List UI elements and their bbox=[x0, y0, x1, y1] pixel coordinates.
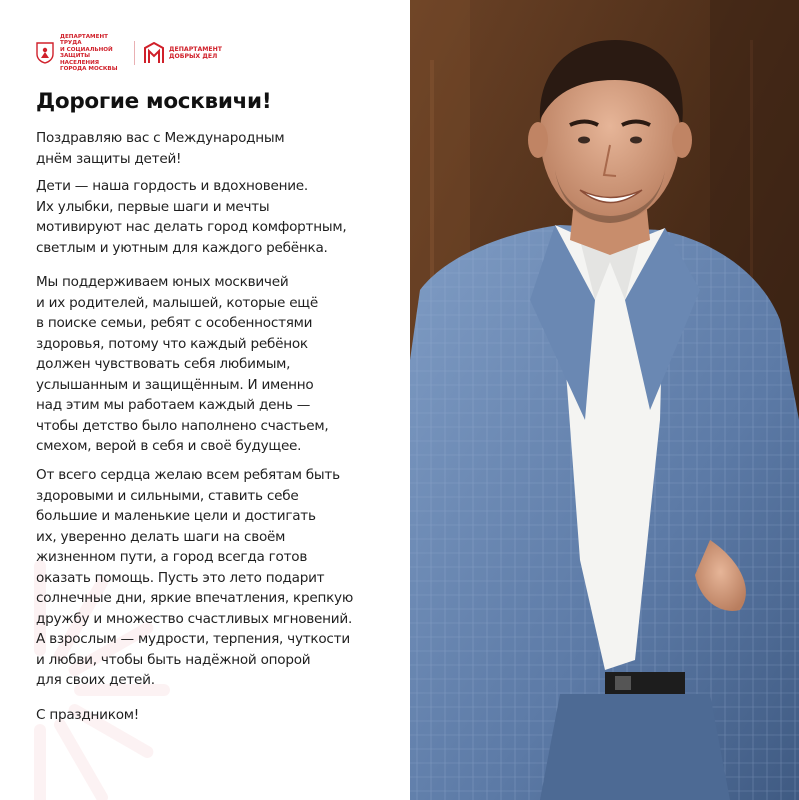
portrait-illustration bbox=[410, 0, 799, 800]
dept-labor-name: ДЕПАРТАМЕНТ ТРУДА И СОЦИАЛЬНОЙ ЗАЩИТЫ НАСЕЛЕНИЯ ГОРОДА МОСКВЫ bbox=[60, 34, 118, 73]
dept-good-deeds-logo bbox=[143, 42, 229, 64]
portrait-photo bbox=[410, 0, 799, 800]
moscow-crest-icon bbox=[36, 42, 54, 64]
letter-title: Дорогие москвичи! bbox=[36, 89, 272, 114]
paragraph-children: Дети — наша гордость и вдохновение. Их улыбки, первые шаги и мечты мотивируют нас делать город комфортным, светлым и уютным для каждого ребёнка. bbox=[36, 178, 347, 256]
paragraph-holiday: С праздником! bbox=[36, 707, 139, 723]
dept-good-deeds-name: ДЕПАРТАМЕНТ ДОБРЫХ ДЕЛ bbox=[169, 46, 223, 61]
paragraph-greeting: Поздравляю вас с Международным днём защиты детей! bbox=[36, 130, 285, 167]
logo-bar bbox=[36, 34, 229, 72]
logo-divider bbox=[134, 41, 135, 65]
paragraph-wishes: От всего сердца желаю всем ребятам быть здоровыми и сильными, ставить себе большие и маленькие цели и достигать их, уверенно делать шаги на своём жизненном пути, а город всегда готов оказать помощь. Пусть это лето подарит солнечные дни, яркие впечатления, крепкую дружбу и множество счастливых мгновений. А взрослым — мудрости, терпения, чуткости и любви, чтобы быть надёжной опорой для своих детей. bbox=[36, 467, 354, 688]
paragraph-support: Мы поддерживаем юных москвичей и их родителей, малышей, которые ещё в поиске семьи, ребят с особенностями здоровья, потому что каждый ребёнок должен чувствовать себя любимым, услышанным и защищённым. И именно над этим мы работаем каждый день — чтобы детство было наполнено счастьем, смехом, верой в себя и своё будущее. bbox=[36, 274, 329, 454]
dept-labor-logo bbox=[36, 34, 124, 72]
good-deeds-mark-icon bbox=[143, 42, 165, 64]
